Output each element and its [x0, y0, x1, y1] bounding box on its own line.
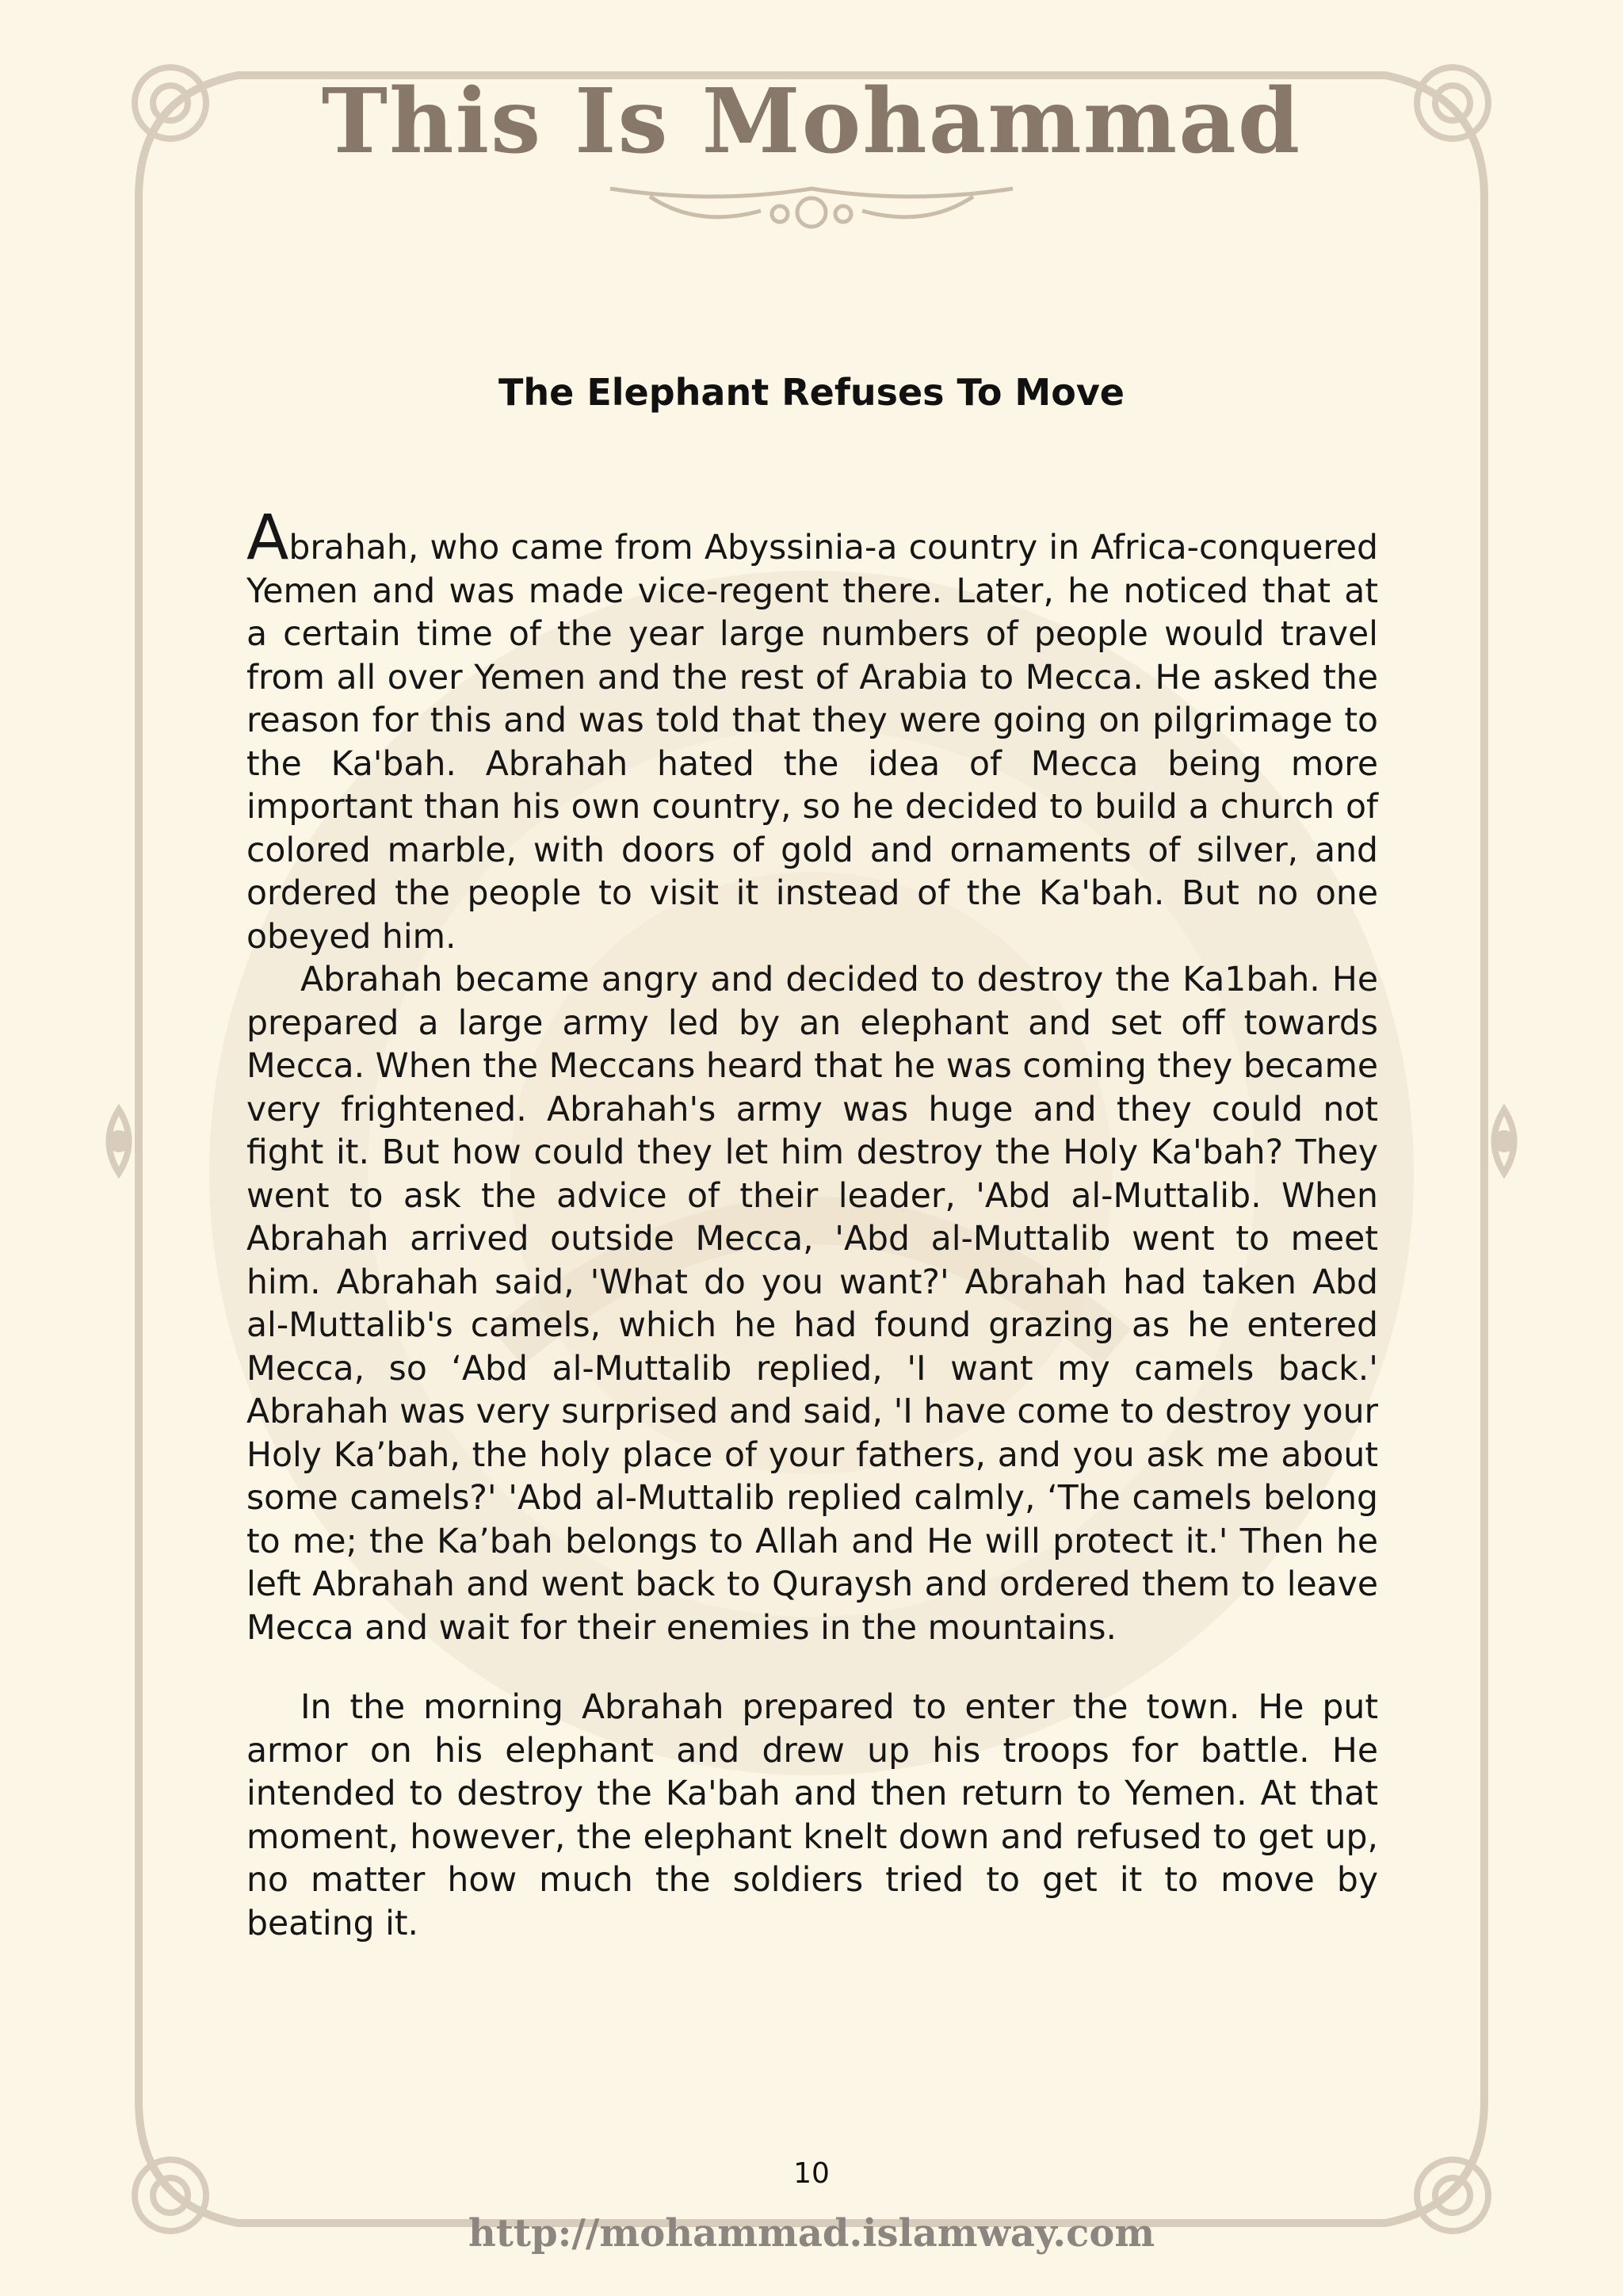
paragraph-1-text: brahah, who came from Abyssinia-a country in Africa-conquered Yemen and was made vice-regent there. Later, he noticed that at a certain time of the year large numbers of people would travel from all over Yemen and the rest of Arabia to Mecca. He asked the reason for this and was told that they were going on pilgrimage to the Ka'bah. Abrahah hated the idea of Mecca being more important than his own country, so he decided to build a church of colored marble, with doors of gold and ornaments of silver, and ordered the people to visit it instead of the Ka'bah. But no one obeyed him. — [246, 529, 1378, 957]
drop-cap-letter: A — [246, 502, 289, 574]
body-text — [246, 502, 1378, 1946]
header-flourish-ornament — [602, 173, 1021, 236]
paragraph-2: Abrahah became angry and decided to destroy the Ka1bah. He prepared a large army led by an elephant and set off towards Mecca. When the Meccans heard that he was coming they became very frightened. Abrahah's army was huge and they could not fight it. But how could they let him destroy the Holy Ka'bah? They went to ask the advice of their leader, 'Abd al-Muttalib. When Abrahah arrived outside Mecca, 'Abd al-Muttalib went to meet him. Abrahah said, 'What do you want?' Abrahah had taken Abd al-Muttalib's camels, which he had found grazing as he entered Mecca, so ‘Abd al-Muttalib replied, 'I want my camels back.' Abrahah was very surprised and said, 'I have come to destroy your Holy Ka’bah, the holy place of your fathers, and you ask me about some camels?' 'Abd al-Muttalib replied calmly, ‘The camels belong to me; the Ka’bah belongs to Allah and He will protect it.' Then he left Abrahah and went back to Quraysh and ordered them to leave Mecca and wait for their enemies in the mountains. — [246, 961, 1378, 1648]
chapter-title: The Elephant Refuses To Move — [498, 371, 1125, 414]
paragraph-3: In the morning Abrahah prepared to enter the town. He put armor on his elephant and drew up his troops for battle. He intended to destroy the Ka'bah and then return to Yemen. At that moment, however, the elephant knelt down and refused to get up, no matter how much the soldiers tried to get it to move by beating it. — [246, 1688, 1378, 1943]
footer-website-url: http://mohammad.islamway.com — [468, 2211, 1155, 2256]
book-header-title: This Is Mohammad — [321, 70, 1302, 174]
paragraph-1 — [246, 502, 1378, 959]
page-number: 10 — [793, 2157, 830, 2190]
